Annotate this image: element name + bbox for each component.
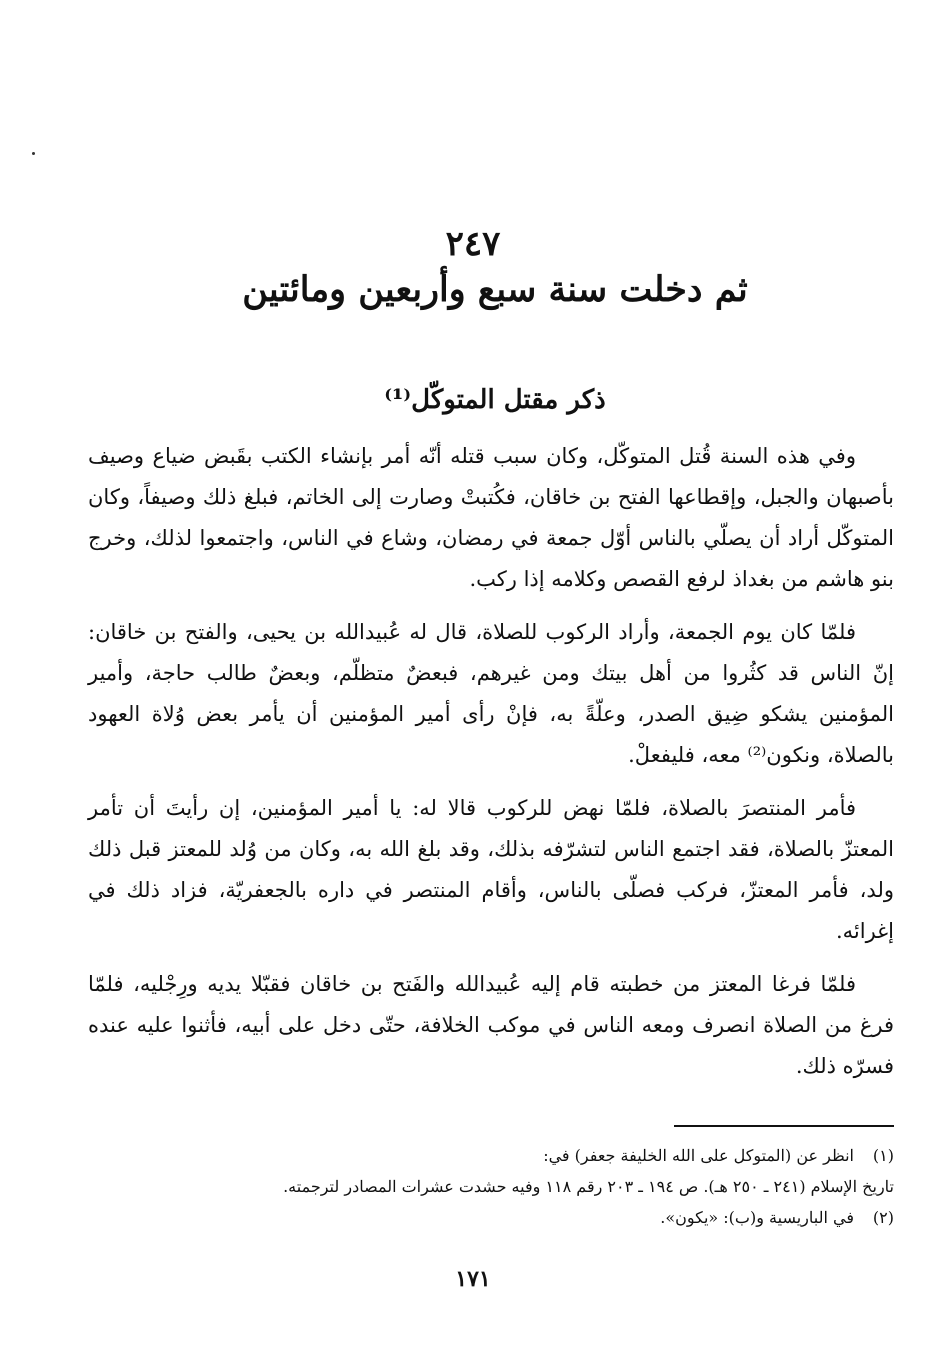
footnote-divider	[674, 1125, 894, 1127]
paragraph-4: فلمّا فرغا المعتز من خطبته قام إليه عُبيدالله والفَتح بن خاقان فقبّلا يديه ورِجْليه، فلمّا فرغ من الصلاة انصرف ومعه الناس في موكب الخلافة، حتّى دخل على أبيه، فأثنوا عليه عنده فسرّه ذلك.	[88, 972, 894, 1078]
page-number: ١٧١	[455, 1266, 491, 1292]
footnote-text: انظر عن (المتوكل على الله الخليفة جعفر) في:	[543, 1146, 854, 1165]
chapter-title: ثم دخلت سنة سبع وأربعين ومائتين	[242, 269, 748, 310]
footnote-text: تاريخ الإسلام (٢٤١ ـ ٢٥٠ هـ). ص ١٩٤ ـ ٢٠٣ رقم ١١٨ وفيه حشدت عشرات المصادر لترجمته.	[283, 1177, 894, 1196]
paragraph-1: وفي هذه السنة قُتل المتوكّل، وكان سبب قتله أنّه أمر بإنشاء الكتب بقَبض ضياع وصيف بأصبهان والجبل، وإقطاعها الفتح بن خاقان، فكُتبتْ وصارت إلى الخاتم، فبلغ ذلك وصيفاً، وكان المتوكّل أراد أن يصلّي بالناس أوّل جمعة في رمضان، وشاع في الناس، واجتمعوا لذلك، وخرج بنو هاشم من بغداذ لرفع القصص وكلامه إذا ركب.	[88, 444, 894, 591]
footnote-number: (٢)	[872, 1208, 894, 1227]
footnotes	[64, 1140, 894, 1233]
footnote-1	[64, 1140, 894, 1171]
paragraph-3: فأمر المنتصرَ بالصلاة، فلمّا نهض للركوب قالا له: يا أمير المؤمنين، إن رأيتَ أن تأمر المعتزّ بالصلاة، فقد اجتمع الناس لتشرّفه بذلك، وقد بلغ الله به، وكان من وُلد للمعتز قبل ذلك ولد، فأمر المعتزّ، فركب فصلّى بالناس، وأقام المنتصر في داره بالجعفريّة، فزاد ذلك في إغرائه.	[88, 796, 894, 943]
section-title: ذكر مقتل المتوكّل⁽¹⁾	[384, 385, 606, 415]
footnote-2	[64, 1202, 894, 1233]
scan-speck	[32, 152, 35, 155]
year-number: ٢٤٧	[445, 224, 501, 264]
footnote-1-continued	[64, 1171, 894, 1202]
paragraph-2: فلمّا كان يوم الجمعة، وأراد الركوب للصلاة، قال له عُبيدالله بن يحيى، والفتح بن خاقان: إنّ الناس قد كثُروا من أهل بيتك ومن غيرهم، فبعضٌ متظلّم، وبعضٌ طالب حاجة، وأمير المؤمنين يشكو ضِيق الصدر، وعلّةً به، فإنْ رأى أمير المؤمنين أن يأمر بعض وُلاة العهود بالصلاة، ونكون⁽²⁾ معه، فليفعلْ.	[88, 620, 894, 767]
body-text	[88, 436, 894, 1099]
footnote-number: (١)	[872, 1146, 894, 1165]
footnote-text: في الباريسية و(ب): «يكون».	[660, 1208, 854, 1227]
